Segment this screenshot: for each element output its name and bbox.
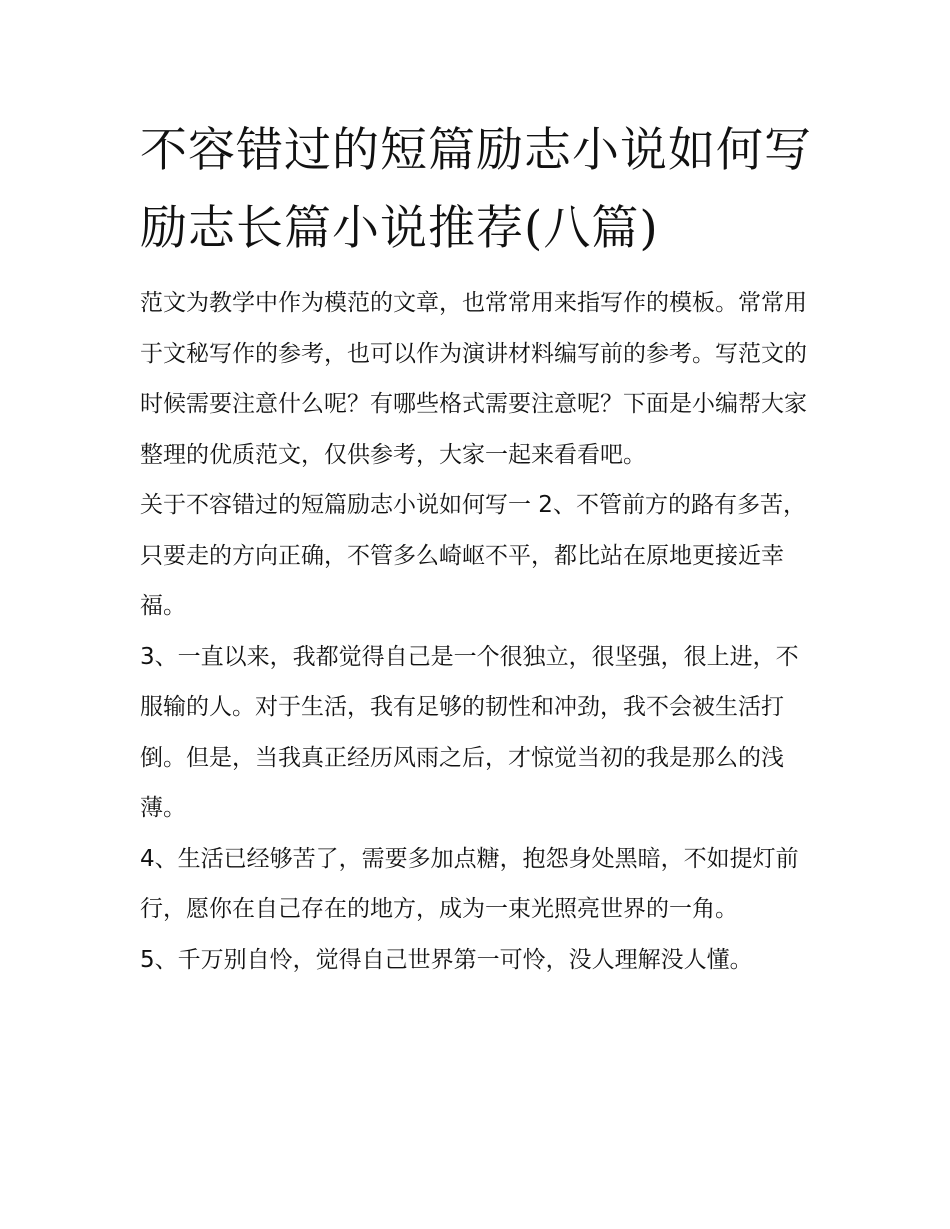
document-title: 不容错过的短篇励志小说如何写 励志长篇小说推荐(八篇) (140, 123, 812, 256)
paragraph-item-2: 关于不容错过的短篇励志小说如何写一 2、不管前方的路有多苦，只要走的方向正确，不管多么崎岖不平，都比站在原地更接近幸福。 (140, 492, 806, 619)
paragraph-item-3: 3、一直以来，我都觉得自己是一个很独立，很坚强，很上进，不服输的人。对于生活，我有足够的韧性和冲劲，我不会被生活打倒。但是，当我真正经历风雨之后，才惊觉当初的我是那么的浅薄。 (140, 643, 799, 821)
document-body (140, 278, 820, 985)
paragraph-item-4: 4、生活已经够苦了，需要多加点糖，抱怨身处黑暗，不如提灯前行，愿你在自己存在的地方，成为一束光照亮世界的一角。 (140, 845, 799, 922)
paragraph-item-5: 5、千万别自怜，觉得自己世界第一可怜，没人理解没人懂。 (140, 946, 753, 973)
paragraph-intro: 范文为教学中作为模范的文章，也常常用来指写作的模板。常常用于文秘写作的参考，也可以作为演讲材料编写前的参考。写范文的时候需要注意什么呢？有哪些格式需要注意呢？下面是小编帮大家整理的优质范文，仅供参考，大家一起来看看吧。 (140, 290, 807, 468)
